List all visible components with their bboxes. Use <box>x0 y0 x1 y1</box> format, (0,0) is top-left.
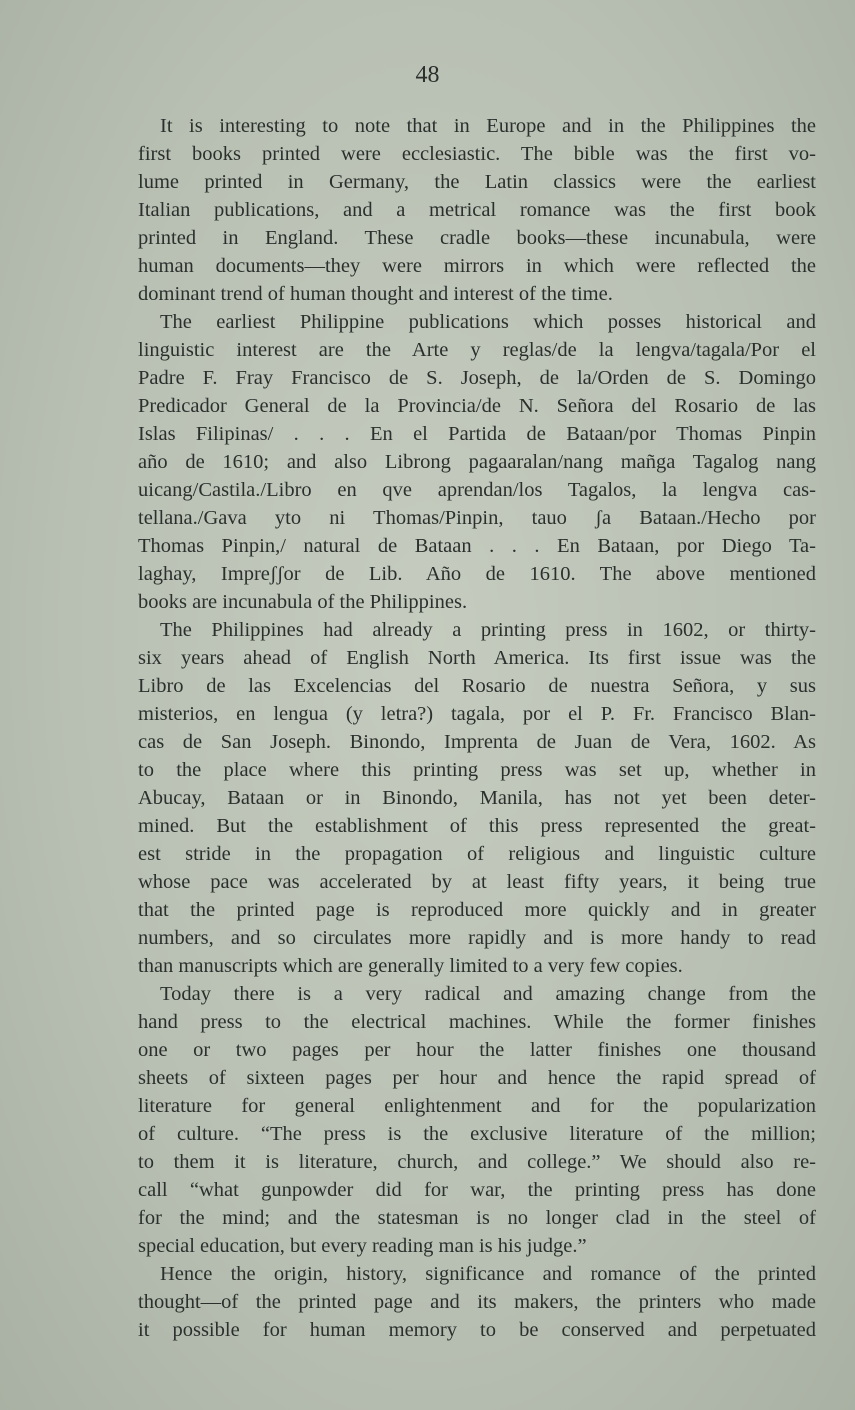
text-line: cas de San Joseph. Binondo, Imprenta de Juan de Vera, 1602. As <box>138 731 816 753</box>
text-line: Islas Filipinas/ . . . En el Partida de Bataan/por Thomas Pinpin <box>138 423 816 445</box>
text-line: uicang/Castila./Libro en qve aprendan/los Tagalos, la lengva cas- <box>138 479 816 501</box>
text-line: hand press to the electrical machines. While the former finishes <box>138 1011 816 1033</box>
text-line: Today there is a very radical and amazing change from the <box>160 983 816 1005</box>
text-line: call “what gunpowder did for war, the printing press has done <box>138 1179 816 1201</box>
text-line: printed in England. These cradle books—these incunabula, were <box>138 227 816 249</box>
text-line: books are incunabula of the Philippines. <box>138 591 468 613</box>
text-line: año de 1610; and also Librong pagaaralan/nang mañga Tagalog nang <box>138 451 816 473</box>
text-line: Italian publications, and a metrical romance was the first book <box>138 199 816 221</box>
text-line: Libro de las Excelencias del Rosario de nuestra Señora, y sus <box>138 675 816 697</box>
text-line: Hence the origin, history, significance and romance of the printed <box>160 1263 816 1285</box>
text-line: misterios, en lengua (y letra?) tagala, por el P. Fr. Francisco Blan- <box>138 703 816 725</box>
text-line: dominant trend of human thought and interest of the time. <box>138 283 613 305</box>
text-line: sheets of sixteen pages per hour and hence the rapid spread of <box>138 1067 816 1089</box>
text-line: Predicador General de la Provincia/de N. Señora del Rosario de las <box>138 395 816 417</box>
text-line: whose pace was accelerated by at least fifty years, it being true <box>138 871 816 893</box>
text-line: mined. But the establishment of this press represented the great- <box>138 815 816 837</box>
text-line: Abucay, Bataan or in Binondo, Manila, has not yet been deter- <box>138 787 816 809</box>
text-line: special education, but every reading man is his judge.” <box>138 1235 587 1257</box>
text-line: linguistic interest are the Arte y reglas/de la lengva/tagala/Por el <box>138 339 816 361</box>
body-text <box>116 112 816 1344</box>
text-line: to them it is literature, church, and college.” We should also re- <box>138 1151 816 1173</box>
paragraph-4 <box>116 980 816 1260</box>
text-line: human documents—they were mirrors in which were reflected the <box>138 255 816 277</box>
paragraph-2 <box>116 308 816 616</box>
text-line: It is interesting to note that in Europe and in the Philippines the <box>160 115 816 137</box>
text-line: literature for general enlightenment and for the popularization <box>138 1095 816 1117</box>
text-line: six years ahead of English North America. Its first issue was the <box>138 647 816 669</box>
paragraph-1 <box>116 112 816 308</box>
text-line: thought—of the printed page and its makers, the printers who made <box>138 1291 816 1313</box>
text-line: for the mind; and the statesman is no longer clad in the steel of <box>138 1207 816 1229</box>
text-line: that the printed page is reproduced more quickly and in greater <box>138 899 816 921</box>
text-line: laghay, Impreʃʃor de Lib. Año de 1610. The above mentioned <box>138 563 816 585</box>
text-line: est stride in the propagation of religious and linguistic culture <box>138 843 816 865</box>
text-line: of culture. “The press is the exclusive literature of the million; <box>138 1123 816 1145</box>
text-line: it possible for human memory to be conserved and perpetuated <box>138 1319 816 1341</box>
text-line: one or two pages per hour the latter finishes one thousand <box>138 1039 816 1061</box>
text-line: lume printed in Germany, the Latin classics were the earliest <box>138 171 816 193</box>
text-line: to the place where this printing press was set up, whether in <box>138 759 816 781</box>
paragraph-3 <box>116 616 816 980</box>
paragraph-5 <box>116 1260 816 1344</box>
page-number: 48 <box>415 62 440 88</box>
text-line: The earliest Philippine publications which posses historical and <box>160 311 816 333</box>
text-line: numbers, and so circulates more rapidly and is more handy to read <box>138 927 816 949</box>
text-line: than manuscripts which are generally limited to a very few copies. <box>138 955 683 977</box>
text-line: The Philippines had already a printing press in 1602, or thirty- <box>160 619 816 641</box>
text-line: Padre F. Fray Francisco de S. Joseph, de la/Orden de S. Domingo <box>138 367 816 389</box>
text-line: Thomas Pinpin,/ natural de Bataan . . . En Bataan, por Diego Ta- <box>138 535 816 557</box>
text-line: tellana./Gava yto ni Thomas/Pinpin, tauo ʃa Bataan./Hecho por <box>138 507 816 529</box>
text-line: first books printed were ecclesiastic. The bible was the first vo- <box>138 143 816 165</box>
